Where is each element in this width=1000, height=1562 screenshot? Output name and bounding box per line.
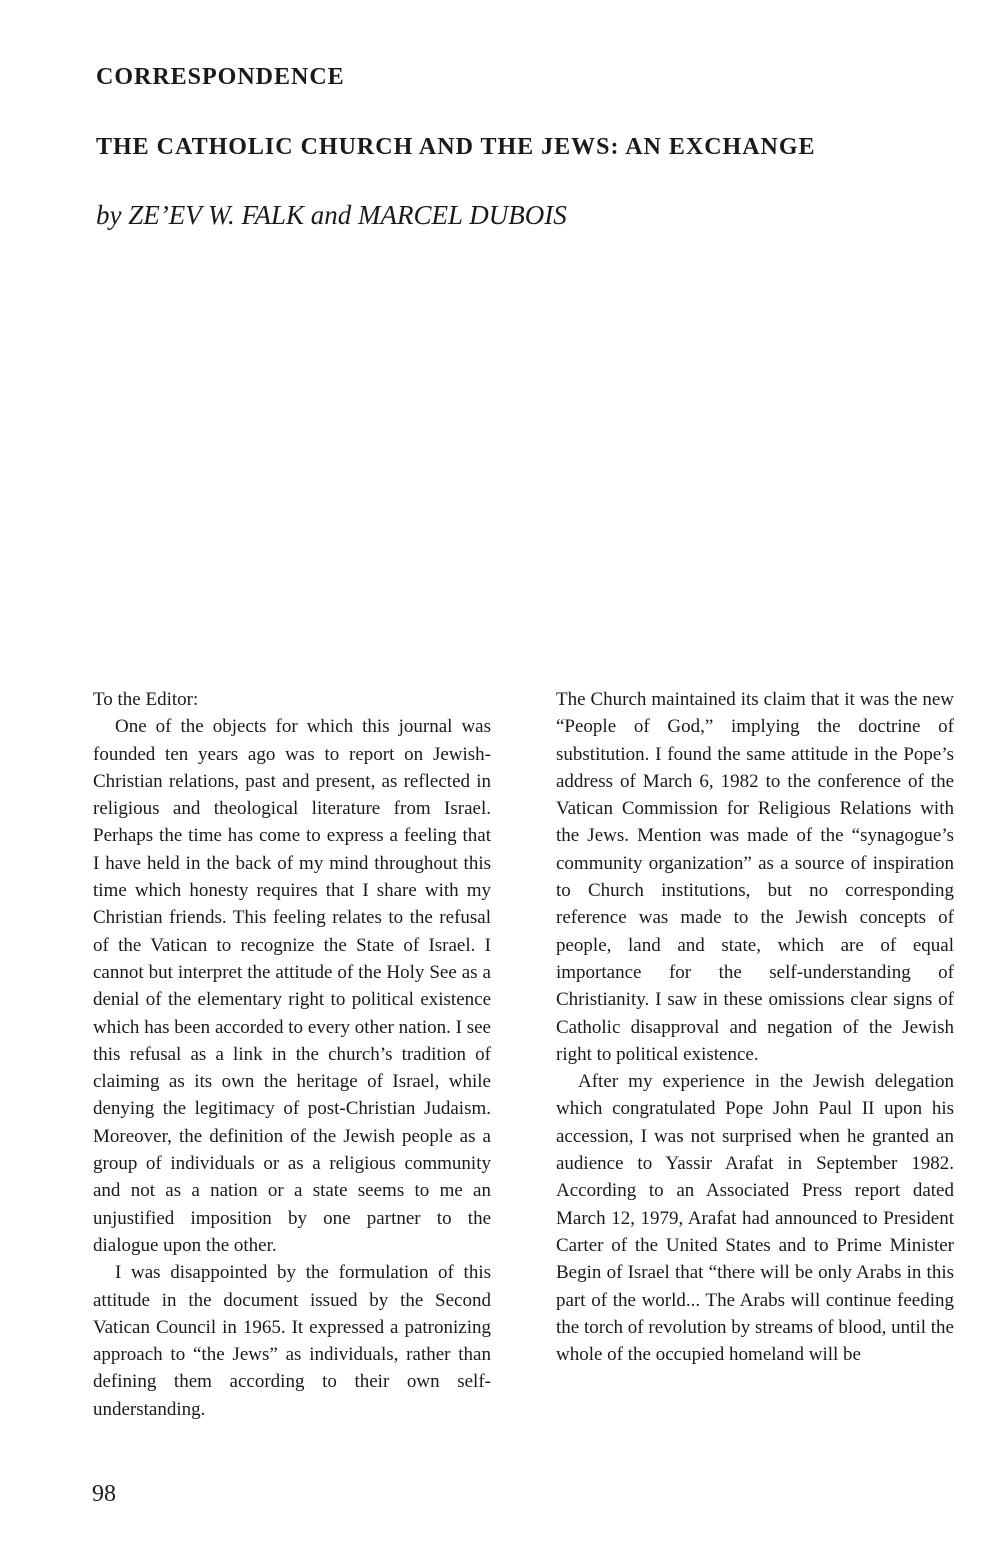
article-title: THE CATHOLIC CHURCH AND THE JEWS: AN EXCHANGE [96, 134, 816, 160]
salutation: To the Editor: [93, 689, 199, 710]
page-number: 98 [92, 1481, 116, 1507]
body-paragraph: The Church maintained its claim that it was the new “People of God,” implying the doctrine of substitution. I found the same attitude in the Pope’s address of March 6, 1982 to the conference of the Vatican Commission for Religious Relations with the Jews. Mention was made of the “synagogue’s community organization” as a source of inspiration to Church institutions, but no corresponding reference was made to the Jewish concepts of people, land and state, which are of equal importance for the self-understanding of Christianity. I saw in these omissions clear signs of Catholic disapproval and negation of the Jewish right to political existence. [556, 689, 954, 1065]
section-label: CORRESPONDENCE [96, 64, 345, 90]
byline: by ZE’EV W. FALK and MARCEL DUBOIS [96, 200, 567, 230]
body-paragraph: I was disappointed by the formulation of this attitude in the document issued by the Second Vatican Council in 1965. It expressed a patronizing approach to “the Jews” as individuals, rather than defining them according to their own self-understanding. [93, 1262, 491, 1420]
left-column [93, 686, 491, 1423]
body-paragraph: After my experience in the Jewish delegation which congratulated Pope John Paul II upon his accession, I was not surprised when he granted an audience to Yassir Arafat in September 1982. According to an Associated Press report dated March 12, 1979, Arafat had announced to President Carter of the United States and to Prime Minister Begin of Israel that “there will be only Arabs in this part of the world... The Arabs will continue feeding the torch of revolution by streams of blood, until the whole of the occupied homeland will be [556, 1071, 954, 1366]
body-paragraph: One of the objects for which this journal was founded ten years ago was to report on Jewish-Christian relations, past and present, as reflected in religious and theological literature from Israel. Perhaps the time has come to express a feeling that I have held in the back of my mind throughout this time which honesty requires that I share with my Christian friends. This feeling relates to the refusal of the Vatican to recognize the State of Israel. I cannot but interpret the attitude of the Holy See as a denial of the elementary right to political existence which has been accorded to every other nation. I see this refusal as a link in the church’s tradition of claiming as its own the heritage of Israel, while denying the legitimacy of post-Christian Judaism. Moreover, the definition of the Jewish people as a group of individuals or as a religious community and not as a nation or a state seems to me an unjustified imposition by one partner to the dialogue upon the other. [93, 716, 491, 1256]
right-column [556, 686, 954, 1368]
